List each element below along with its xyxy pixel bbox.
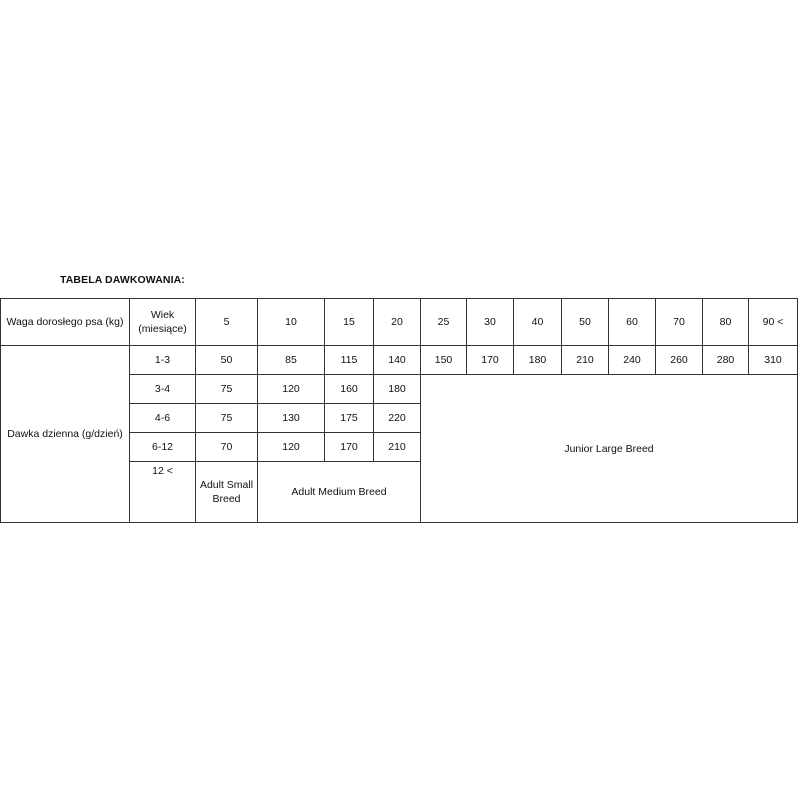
dose-cell: 130 bbox=[258, 404, 325, 433]
dose-cell: 310 bbox=[749, 346, 798, 375]
adult-small-breed-cell: Adult Small Breed bbox=[196, 462, 258, 523]
table-row bbox=[1, 346, 798, 375]
dose-cell: 75 bbox=[196, 404, 258, 433]
weight-cell: 10 bbox=[258, 299, 325, 346]
dose-cell: 150 bbox=[421, 346, 467, 375]
table-title: TABELA DAWKOWANIA: bbox=[60, 274, 185, 286]
dose-cell: 115 bbox=[325, 346, 374, 375]
weight-cell: 70 bbox=[656, 299, 703, 346]
age-cell: 4-6 bbox=[130, 404, 196, 433]
weight-cell: 20 bbox=[374, 299, 421, 346]
age-header-cell: Wiek (miesiące) bbox=[130, 299, 196, 346]
dose-cell: 175 bbox=[325, 404, 374, 433]
dose-cell: 120 bbox=[258, 433, 325, 462]
dosage-table bbox=[0, 298, 798, 523]
weight-cell: 50 bbox=[562, 299, 609, 346]
dose-label-cell: Dawka dzienna (g/dzień) bbox=[1, 346, 130, 523]
header-row bbox=[1, 299, 798, 346]
dose-cell: 220 bbox=[374, 404, 421, 433]
weight-cell: 60 bbox=[609, 299, 656, 346]
weight-cell: 40 bbox=[514, 299, 562, 346]
weight-cell: 15 bbox=[325, 299, 374, 346]
dose-cell: 85 bbox=[258, 346, 325, 375]
weight-header-cell: Waga dorosłego psa (kg) bbox=[1, 299, 130, 346]
age-cell: 1-3 bbox=[130, 346, 196, 375]
dose-cell: 120 bbox=[258, 375, 325, 404]
dose-cell: 280 bbox=[703, 346, 749, 375]
dose-cell: 170 bbox=[467, 346, 514, 375]
junior-large-breed-cell: Junior Large Breed bbox=[421, 375, 798, 523]
dose-cell: 210 bbox=[374, 433, 421, 462]
dose-cell: 240 bbox=[609, 346, 656, 375]
weight-cell: 25 bbox=[421, 299, 467, 346]
dose-cell: 170 bbox=[325, 433, 374, 462]
age-cell: 3-4 bbox=[130, 375, 196, 404]
dose-cell: 70 bbox=[196, 433, 258, 462]
weight-cell: 5 bbox=[196, 299, 258, 346]
adult-medium-breed-cell: Adult Medium Breed bbox=[258, 462, 421, 523]
age-cell: 12 < bbox=[130, 462, 196, 523]
weight-cell: 30 bbox=[467, 299, 514, 346]
age-cell: 6-12 bbox=[130, 433, 196, 462]
dose-cell: 180 bbox=[514, 346, 562, 375]
weight-cell: 80 bbox=[703, 299, 749, 346]
dose-cell: 210 bbox=[562, 346, 609, 375]
weight-cell: 90 < bbox=[749, 299, 798, 346]
dose-cell: 50 bbox=[196, 346, 258, 375]
dose-cell: 160 bbox=[325, 375, 374, 404]
dose-cell: 180 bbox=[374, 375, 421, 404]
dose-cell: 140 bbox=[374, 346, 421, 375]
dose-cell: 75 bbox=[196, 375, 258, 404]
dose-cell: 260 bbox=[656, 346, 703, 375]
